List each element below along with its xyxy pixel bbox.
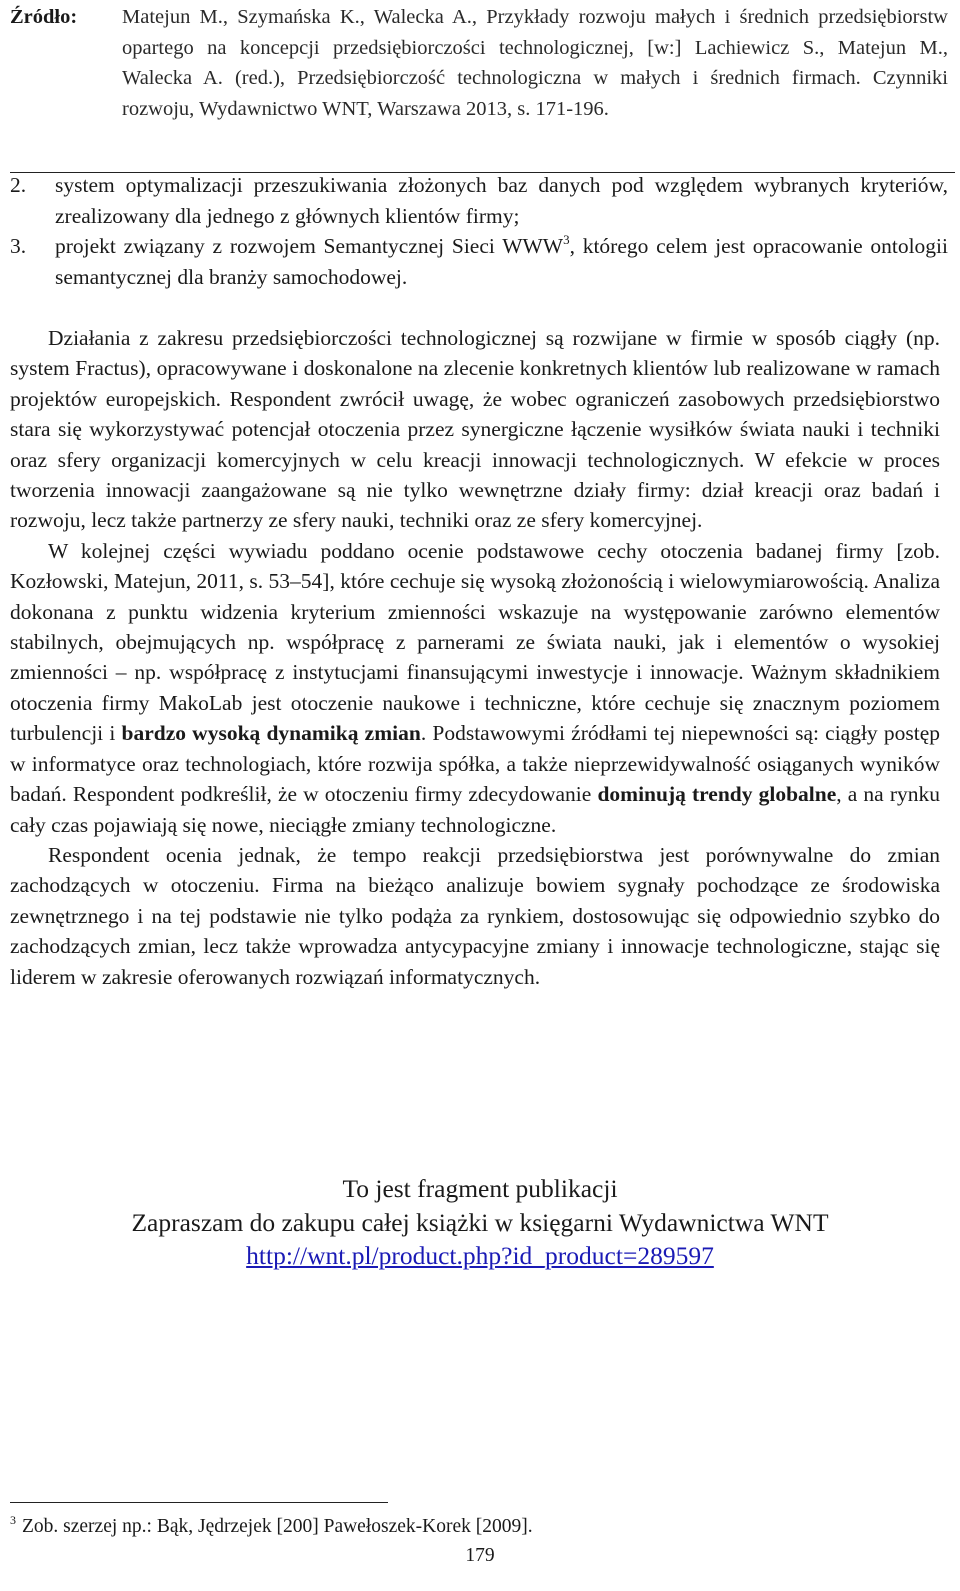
- paragraph-1: Działania z zakresu przedsiębiorczości technologicznej są rozwijane w firmie w sposób ciągły (np. system Fractus), opracowywane i doskonalone na zlecenie konkretnych klientów lub realizowane w ramach projektów europejskich. Respondent zwrócił uwagę, że wobec ograniczeń zasobowych przedsiębiorstwo stara się wykorzystywać potencjał otoczenia przez synergiczne łączenie wysiłków świata nauki i techniki oraz sfery organizacji komercyjnych w celu kreacji innowacji technologicznych. W efekcie w proces tworzenia innowacji zaangażowane są nie tylko wewnętrzne działy firmy: dział kreacji oraz badań i rozwoju, lecz także partnerzy ze sfery nauki, techniki oraz ze sfery komercyjnej.: [10, 326, 940, 533]
- footnote-reference: 3: [563, 232, 570, 247]
- paragraph-3: Respondent ocenia jednak, że tempo reakcji przedsiębiorstwa jest porównywalne do zmian zachodzących w otoczeniu. Firma na bieżąco analizuje bowiem sygnały pochodzące ze środowiska zewnętrznego i na tej podstawie nie tylko podąża za rynkiem, dostosowując się odpowiednio szybko do zachodzących zmian, lecz także wprowadza antycypacyjne zmiany i innowacje technologiczne, stając się liderem w zakresie oferowanych rozwiązań informatycznych.: [10, 842, 940, 989]
- body-text: [10, 323, 940, 992]
- source-note: [10, 2, 948, 124]
- paragraph-2: [10, 536, 940, 840]
- list-item: [10, 231, 948, 292]
- footnote: [10, 1515, 533, 1539]
- source-citation: Matejun M., Szymańska K., Walecka A., Przykłady rozwoju małych i średnich przedsiębiorstw opartego na koncepcji przedsiębiorczości technologicznej, [w:] Lachiewicz S., Matejun M., Walecka A. (red.), Przedsiębiorczość technologiczna w małych i średnich firmach. Czynniki rozwoju, Wydawnictwo WNT, Warszawa 2013, s. 171-196.: [122, 6, 948, 120]
- page-number: 179: [465, 1545, 495, 1566]
- paragraph-2-part-b: . Podstawowymi źródłami tej niepewności są: ciągły postęp w informatyce oraz technologiach, które rozwija spółka, a także nieprzewidywalność osiąganych wyników badań. Respondent podkreślił, że w otoczeniu firmy zdecydowanie: [10, 721, 941, 807]
- list-item-text: [55, 231, 948, 292]
- numbered-list: [10, 170, 948, 292]
- paragraph-2-part-a: W kolejnej części wywiadu poddano ocenie podstawowe cechy otoczenia badanej firmy [zob. Kozłowski, Matejun, 2011, s. 53–54], które cechuje się wysoką złożonością i wielowymiarowością. Analiza dokonana z punktu widzenia kryterium zmienności wskazuje na występowanie zarówno elementów stabilnych, obejmujących np. współpracę z parnerami ze świata nauki, jak i elementów o wysokiej zmienności – np. współpracę z instytucjami finansującymi inwestycje i innowacje. Ważnym składnikiem otoczenia firmy MakoLab jest otoczenie naukowe i techniczne, które cechuje się znacznym poziomem turbulencji i: [10, 538, 940, 746]
- source-label: Źródło:: [10, 6, 78, 28]
- list-item-text: system optymalizacji przeszukiwania złożonych baz danych pod względem wybranych kryteriów, zrealizowany dla jednego z głównych klientów firmy;: [55, 173, 948, 228]
- emphasis-global-trends: dominują trendy globalne: [597, 782, 837, 807]
- footnote-divider: [10, 1502, 388, 1503]
- emphasis-dynamics: bardzo wysoką dynamiką zmian: [121, 721, 421, 746]
- list-item-text-end: , którego celem jest opracowanie ontologii semantycznej dla branży samochodowej.: [55, 234, 948, 289]
- footnote-text: Zob. szerzej np.: Bąk, Jędrzejek [200] Pawełoszek-Korek [2009].: [22, 1516, 533, 1537]
- paragraph-2-part-c: , a na rynku cały czas pojawiają się nowe, nieciągłe zmiany technologiczne.: [10, 782, 941, 837]
- promo-line-2: Zapraszam do zakupu całej książki w księgarni Wydawnictwa WNT: [131, 1207, 829, 1237]
- list-item-number: 2.: [10, 173, 27, 197]
- list-item: [10, 170, 948, 231]
- list-item-text-start: projekt związany z rozwojem Semantycznej Sieci WWW: [55, 234, 564, 258]
- product-link[interactable]: http://wnt.pl/product.php?id_product=289597: [246, 1241, 714, 1270]
- promo-block: [0, 1172, 960, 1273]
- promo-line-1: To jest fragment publikacji: [342, 1174, 618, 1203]
- list-item-number: 3.: [10, 234, 27, 258]
- footnote-mark: 3: [10, 1513, 16, 1527]
